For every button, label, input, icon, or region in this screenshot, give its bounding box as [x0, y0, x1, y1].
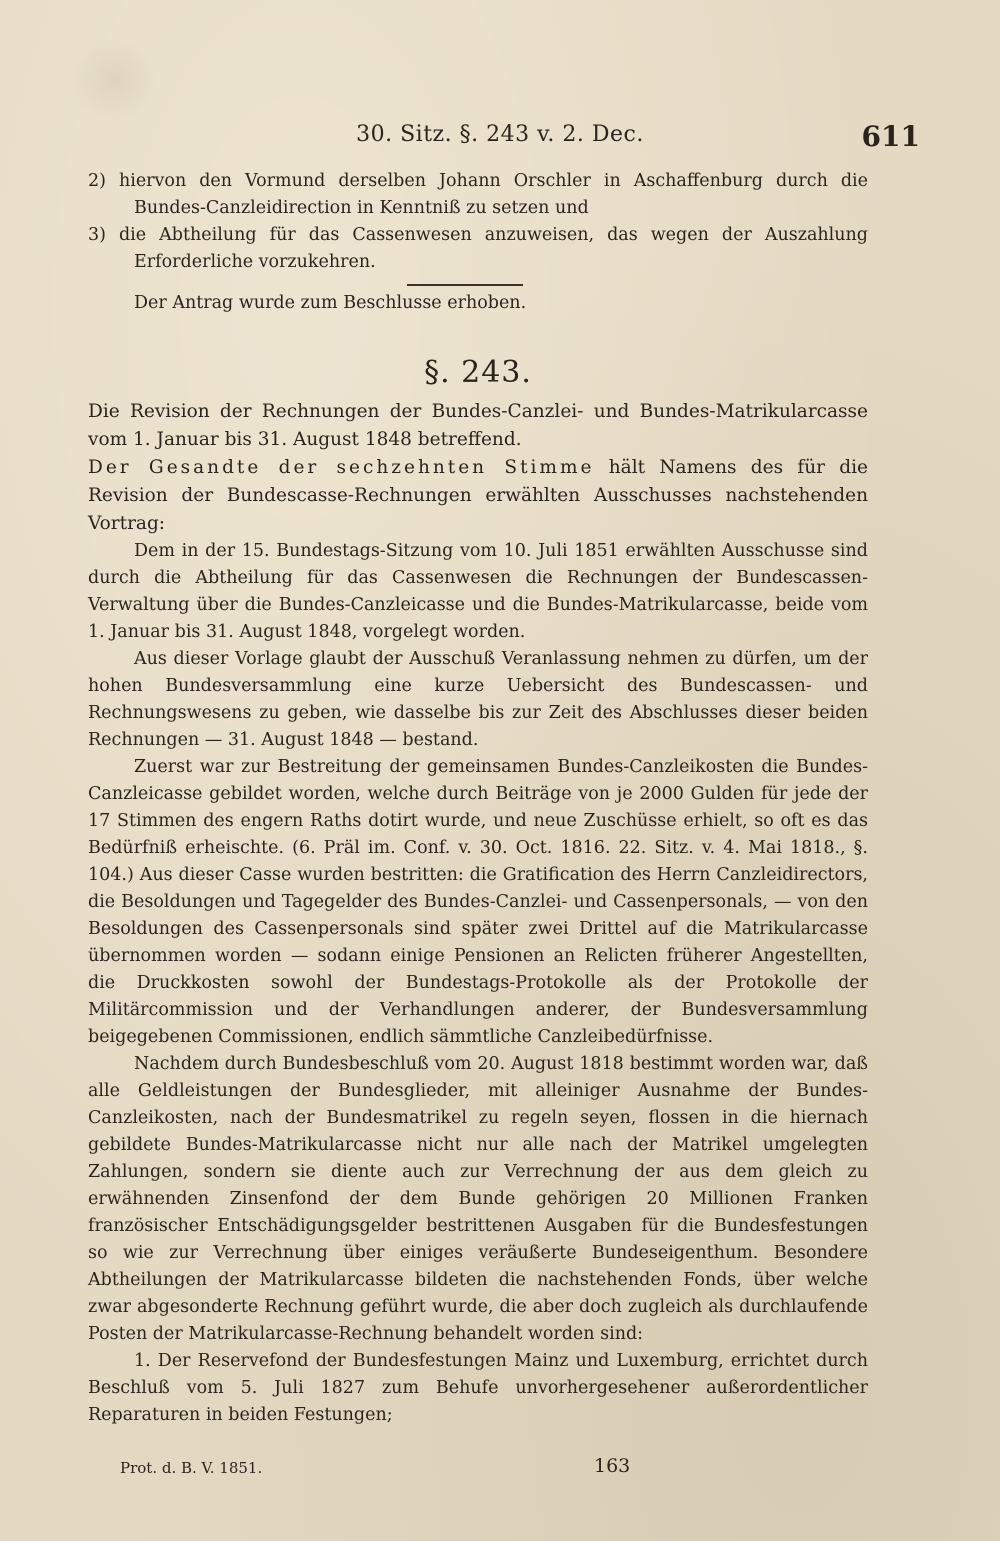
- section-number: §. 243.: [424, 355, 532, 390]
- page-number: 611: [861, 120, 920, 153]
- footer-source: Prot. d. B. V. 1851.: [120, 1459, 263, 1477]
- paragraph: Nachdem durch Bundesbeschluß vom 20. August 1818 bestimmt worden war, daß alle Geldleistungen der Bundesglieder, mit alleiniger Ausnahme der Bundes-Canzleikosten, nach der Bundesmatrikel zu regeln seyen, flossen in die hiernach gebildete Bundes-Matrikularcasse nicht nur alle nach der Matrikel umgelegten Zahlungen, sondern sie diente auch zur Verrechnung der aus dem gleich zu erwähnenden Zinsenfond der dem Bunde gehörigen 20 Millionen Franken französischer Entschädigungsgelder bestrittenen Ausgaben für die Bundesfestungen so wie zur Verrechnung über einiges veräußerte Bundeseigenthum. Besondere Abtheilungen der Matrikularcasse bildeten die nachstehenden Fonds, über welche zwar abgesonderte Rechnung geführt wurde, die aber doch zugleich als durchlaufende Posten der Matrikularcasse-Rechnung behandelt worden sind:: [88, 1054, 868, 1344]
- running-head: 30. Sitz. §. 243 v. 2. Dec.: [356, 122, 644, 147]
- paragraph: Aus dieser Vorlage glaubt der Ausschuß Veranlassung nehmen zu dürfen, um der hohen Bundesversammlung eine kurze Uebersicht des Bundescassen- und Rechnungswesens zu geben, wie dasselbe bis zur Zeit des Abschlusses dieser beiden Rechnungen — 31. August 1848 — bestand.: [88, 649, 868, 750]
- page-footer: [120, 1455, 880, 1485]
- paper-stain: [70, 40, 160, 120]
- intro-rest: hält Namens des für die Revision der Bundescasse-Rechnungen erwählten Ausschusses nachstehenden Vortrag:: [88, 457, 868, 534]
- list-item: 1. Der Reservefond der Bundesfestungen Mainz und Luxemburg, errichtet durch Beschluß vom 5. Juli 1827 zum Behufe unvorhergesehener außerordentlicher Reparaturen in beiden Festungen;: [88, 1351, 868, 1425]
- list-item: 3) die Abtheilung für das Cassenwesen anzuweisen, das wegen der Auszahlung Erforderliche vorzukehren.: [88, 225, 868, 272]
- sheet-number: 163: [594, 1455, 631, 1477]
- list-item: 2) hiervon den Vormund derselben Johann Orschler in Aschaffenburg durch die Bundes-Canzleidirection in Kenntniß zu setzen und: [88, 171, 868, 218]
- speaker: Der Gesandte der sechzehnten Stimme: [88, 457, 595, 478]
- page-header: [80, 118, 920, 158]
- body-text: [88, 168, 868, 1429]
- paragraph: Zuerst war zur Bestreitung der gemeinsamen Bundes-Canzleikosten die Bundes-Canzleicasse gebildet worden, welche durch Beiträge von je 2000 Gulden für jede der 17 Stimmen des engern Raths dotirt wurde, und neue Zuschüsse erhielt, so oft es das Bedürfniß erheischte. (6. Präl im. Conf. v. 30. Oct. 1816. 22. Sitz. v. 4. Mai 1818., §. 104.) Aus dieser Casse wurden bestritten: die Gratification des Herrn Canzleidirectors, die Besoldungen und Tagegelder des Bundes-Canzlei- und Cassenpersonals, — von den Besoldungen des Cassenpersonals sind später zwei Drittel auf die Matrikularcasse übernommen worden — sodann einige Pensionen an Relicten früherer Angestellten, die Druckkosten sowohl der Bundestags-Protokolle als der Protokolle der Militärcommission und der Verhandlungen anderer, der Bundesversammlung beigegebenen Commissionen, endlich sämmtliche Canzleibedürfnisse.: [88, 757, 868, 1047]
- paragraph: Dem in der 15. Bundestags-Sitzung vom 10. Juli 1851 erwählten Ausschusse sind durch die Abtheilung für das Cassenwesen die Rechnungen der Bundescassen-Verwaltung über die Bundes-Canzleicasse und die Bundes-Matrikularcasse, beide vom 1. Januar bis 31. August 1848, vorgelegt worden.: [88, 541, 868, 642]
- intro-paragraph: [88, 454, 868, 538]
- resolution-text: Der Antrag wurde zum Beschlusse erhoben.: [134, 293, 527, 313]
- section-subject: Die Revision der Rechnungen der Bundes-Canzlei- und Bundes-Matrikularcasse vom 1. Januar bis 31. August 1848 betreffend.: [88, 401, 868, 450]
